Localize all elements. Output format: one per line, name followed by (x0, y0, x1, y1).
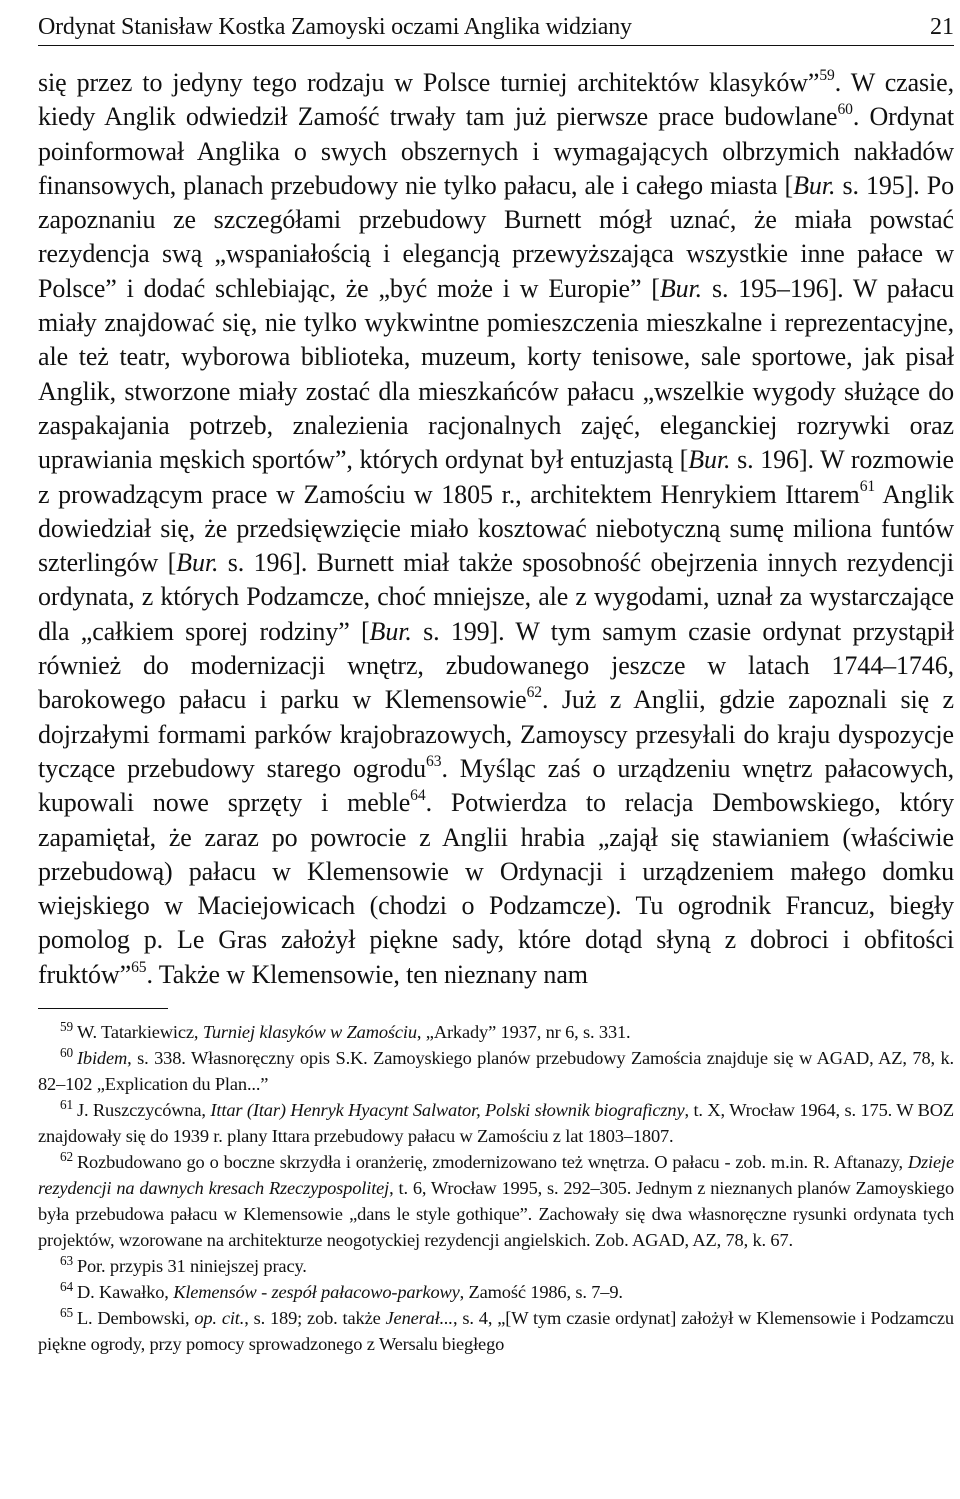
footnote-59 (38, 1019, 954, 1045)
document-page (38, 14, 954, 1357)
italic-text: Ibidem (76, 1048, 128, 1069)
text-run: . Ordynat poinformował Anglika o swych obszernych i wymagających olbrzymich nakładów finansowych, planach przebudowy nie tylko pałacu, ale i całego miasta [ (38, 102, 954, 200)
text-run: D. Kawałko, (76, 1282, 174, 1303)
footnote-61 (38, 1097, 954, 1149)
text-run: , t. 6, Wrocław 1995, s. 292–305. Jednym z nieznanych planów Zamoyskiego była przebudowa pałacu w Klemensowie „dans le style gothique”. Zachowały się dwa własnoręczne rysunki ordynata tych projektów, wzorowane na architekturze neogotyckiej rezydencji angielskich. Zob. AGAD, AZ, 78, k. 67. (38, 1178, 955, 1251)
footnote-ref: 59 (819, 66, 835, 84)
footnote-number: 61 (60, 1096, 73, 1112)
italic-text: Klemensów - zespół pałacowo-parkowy (173, 1282, 460, 1303)
text-run: , t. X, Wrocław 1964, s. 175. W BOZ znajdowały się do 1939 r. plany Ittara przebudowy pałacu w Zamościu z lat 1803–1807. (38, 1100, 955, 1147)
footnote-ref: 61 (859, 478, 876, 496)
footnote-number: 63 (60, 1252, 73, 1268)
footnote-number: 65 (60, 1304, 73, 1320)
italic-text: op. cit. (194, 1308, 245, 1329)
text-run: J. Ruszczycówna, (76, 1100, 211, 1121)
text-run: . Także w Klemensowie, ten nieznany nam (146, 959, 588, 989)
footnote-64 (38, 1279, 954, 1305)
page-number: 21 (930, 14, 954, 40)
text-run: . Myśląc zaś o urządzeniu wnętrz pałacowych, kupowali nowe sprzęty i meble (38, 753, 954, 818)
italic-text: Dzieje rezydencji na dawnych kresach Rzeczypospolitej (38, 1152, 954, 1199)
italic-text: Ittar (Itar) Henryk Hyacynt Salwator, Polski słownik biograficzny (210, 1100, 685, 1121)
text-run: s. 196]. W rozmowie z prowadzącym prace w Zamościu w 1805 r., architektem Henrykiem Ittarem (38, 445, 954, 509)
text-run: Por. przypis 31 niniejszej pracy. (76, 1256, 307, 1277)
running-title: Ordynat Stanisław Kostka Zamoyski oczami Anglika widziany (38, 14, 632, 40)
text-run: . Już z Anglii, gdzie zapoznali się z dojrzałymi formami parków krajobrazowych, Zamoyscy przesyłali do kraju dyspozycje tyczące przebudowy starego ogrodu (38, 685, 954, 783)
italic-text: Bur. (659, 273, 703, 303)
text-run: , s. 189; zob. także (244, 1308, 386, 1329)
footnote-65 (38, 1305, 954, 1357)
footnote-ref: 64 (410, 787, 426, 805)
footnote-63 (38, 1253, 954, 1279)
footnote-number: 62 (60, 1148, 73, 1164)
italic-text: Bur. (176, 548, 219, 578)
footnote-62 (38, 1149, 954, 1253)
footnote-ref: 63 (426, 752, 442, 770)
text-run: s. 195–196]. W pałacu miały znajdować się, nie tylko wykwintne pomieszczenia mieszkalne i reprezentacyjne, ale też teatr, wyborowa biblioteka, muzeum, korty tenisowe, sale sportowe, jak pisał Anglik, stworzone miały zostać dla mieszkańców pałacu „wszelkie wygody służące do zaspakajania potrzeb, znalezienia racjonalnych zajęć, eleganckiej rozrywki oraz uprawiania męskich sportów”, których ordynat był entuzjastą [ (38, 273, 954, 475)
italic-text: Jenerał... (385, 1308, 453, 1329)
footnote-60 (38, 1045, 954, 1097)
text-run: Anglik dowiedział się, że przedsięwzięcie miało kosztować niebotyczną sumę miliona funtów szterlingów [ (38, 479, 954, 578)
italic-text: Bur. (369, 616, 412, 646)
text-run: , Zamość 1986, s. 7–9. (459, 1282, 623, 1303)
italic-text: Bur. (793, 170, 836, 200)
body-paragraph (38, 66, 954, 992)
text-run: się przez to jedyny tego rodzaju w Polsce turniej architektów klasyków” (38, 68, 820, 97)
italic-text: Bur. (688, 445, 731, 475)
text-run: , „Arkady” 1937, nr 6, s. 331. (416, 1022, 631, 1043)
footnotes (38, 1019, 954, 1357)
text-run: s. 199]. W tym samym czasie ordynat przystąpił również do modernizacji wnętrz, zbudowanego jeszcze w latach 1744–1746, barokowego pałacu i parku w Klemensowie (38, 616, 954, 715)
text-run: s. 195]. Po zapoznaniu ze szczegółami przebudowy Burnett mógł uznać, że miała powstać rezydencja swą „wspaniałością i elegancją przewyższająca wszystkie inne pałace w Polsce” i dodać schlebiając, że „być może i w Europie” [ (38, 170, 954, 303)
text-run: L. Dembowski, (76, 1308, 195, 1329)
footnote-ref: 60 (837, 101, 853, 119)
text-run: , s. 4, „[W tym czasie ordynat] założył w Klemensowie i Podzamczu piękne ogrody, przy pomocy sprowadzonego z Wersalu biegłego (38, 1308, 954, 1355)
footnote-ref: 65 (131, 958, 147, 976)
italic-text: Turniej klasyków w Zamościu (202, 1022, 417, 1043)
text-run: Rozbudowano go o boczne skrzydła i oranżerię, zmodernizowano też wnętrza. O pałacu - zob. m.in. R. Aftanazy, (76, 1152, 908, 1173)
footnote-separator (38, 1008, 168, 1009)
main-text (38, 66, 954, 992)
footnote-number: 60 (60, 1044, 73, 1060)
text-run: . W czasie, kiedy Anglik odwiedził Zamość trwały tam już pierwsze prace budowlane (38, 68, 954, 132)
text-run: , s. 338. Własnoręczny opis S.K. Zamoyskiego planów przebudowy Zamościa znajduje się w AGAD, AZ, 78, k. 82–102 „Explication du Plan...” (38, 1048, 954, 1095)
text-run: W. Tatarkiewicz, (76, 1022, 203, 1043)
text-run: . Potwierdza to relacja Dembowskiego, który zapamiętał, że zaraz po powrocie z Anglii hrabia „zajął się stawianiem (właściwie przebudową) pałacu w Klemensowie w Ordynacji i urządzeniem małego domku wiejskiego w Maciejowicach (chodzi o Podzamcze). Tu ogrodnik Francuz, biegły pomolog p. Le Gras założył piękne sady, które dotąd słyną z dobroci i obfitości fruktów” (38, 788, 955, 989)
footnote-number: 64 (60, 1278, 73, 1294)
running-header (38, 14, 954, 46)
footnote-ref: 62 (526, 684, 542, 702)
text-run: s. 196]. Burnett miał także sposobność obejrzenia innych rezydencji ordynata, z których Podzamcze, choć mniejsze, ale z wygodami, uznał za wystarczające dla „całkiem sporej rodziny” [ (38, 548, 954, 646)
footnote-number: 59 (60, 1018, 73, 1034)
